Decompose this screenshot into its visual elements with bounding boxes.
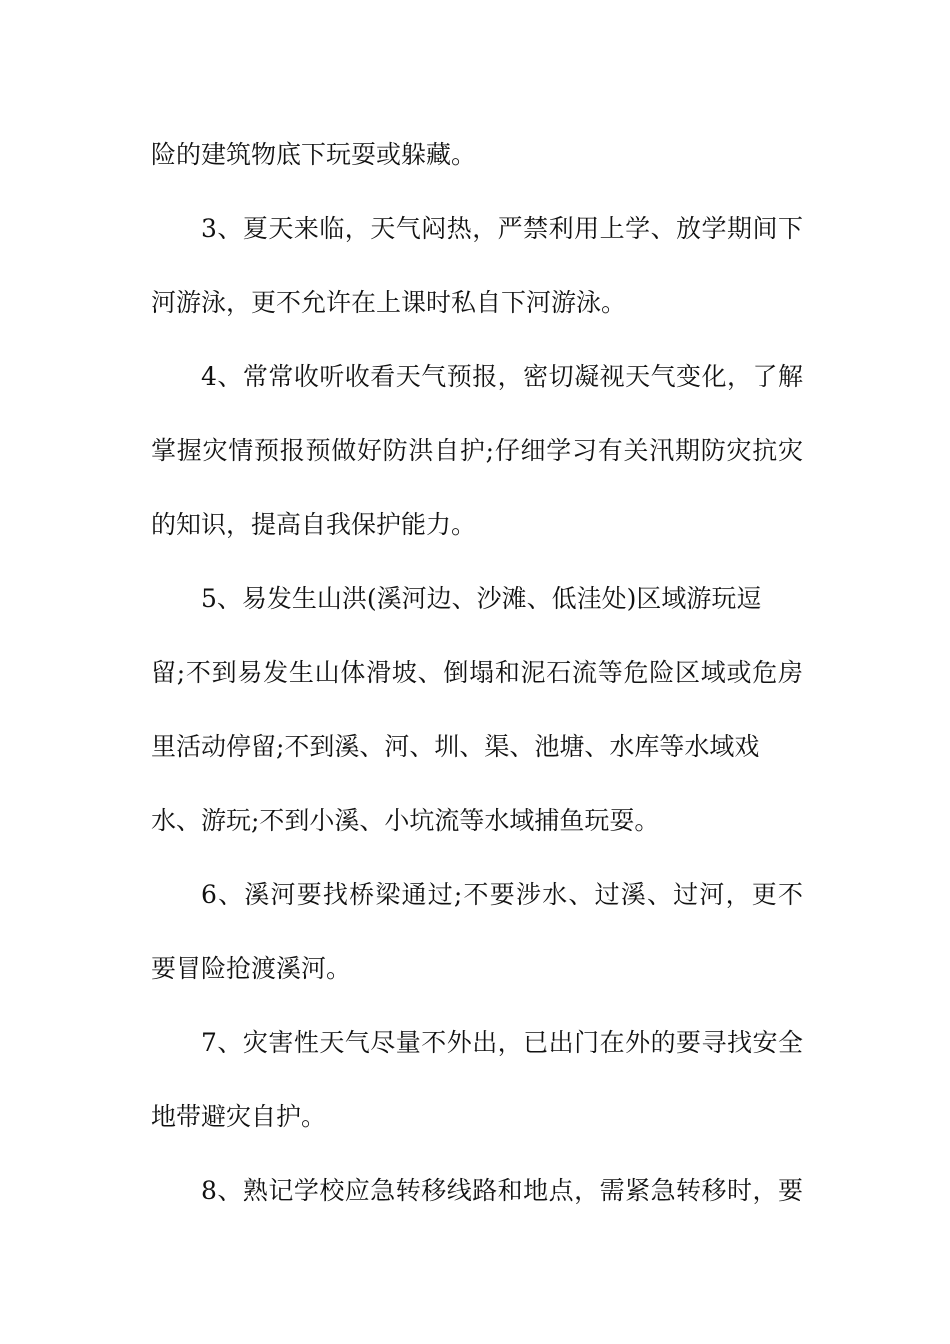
paragraph-line: 河游泳，更不允许在上课时私自下河游泳。 (151, 288, 627, 317)
paragraph-line: 里活动停留;不到溪、河、圳、渠、池塘、水库等水域戏 (151, 732, 760, 761)
paragraph-line: 8、熟记学校应急转移线路和地点，需紧急转移时，要 (201, 1176, 803, 1205)
paragraph-line: 水、游玩;不到小溪、小坑流等水域捕鱼玩耍。 (151, 806, 660, 835)
paragraph-line: 5、易发生山洪(溪河边、沙滩、低洼处)区域游玩逗 (201, 584, 762, 613)
paragraph-line: 4、常常收听收看天气预报，密切凝视天气变化，了解 (201, 362, 803, 391)
paragraph-line: 3、夏天来临，天气闷热，严禁利用上学、放学期间下 (201, 214, 803, 243)
paragraph-line: 留;不到易发生山体滑坡、倒塌和泥石流等危险区域或危房 (151, 658, 803, 687)
paragraph-line: 掌握灾情预报预做好防洪自护;仔细学习有关汛期防灾抗灾 (151, 436, 803, 465)
paragraph-line: 地带避灾自护。 (151, 1102, 327, 1131)
paragraph-line: 的知识，提高自我保护能力。 (151, 510, 477, 539)
paragraph-line: 要冒险抢渡溪河。 (151, 954, 352, 983)
paragraph-line: 险的建筑物底下玩耍或躲藏。 (151, 140, 477, 169)
document-body (151, 128, 803, 1238)
paragraph-line: 7、灾害性天气尽量不外出，已出门在外的要寻找安全 (201, 1028, 803, 1057)
paragraph-line: 6、溪河要找桥梁通过;不要涉水、过溪、过河，更不 (201, 880, 803, 909)
